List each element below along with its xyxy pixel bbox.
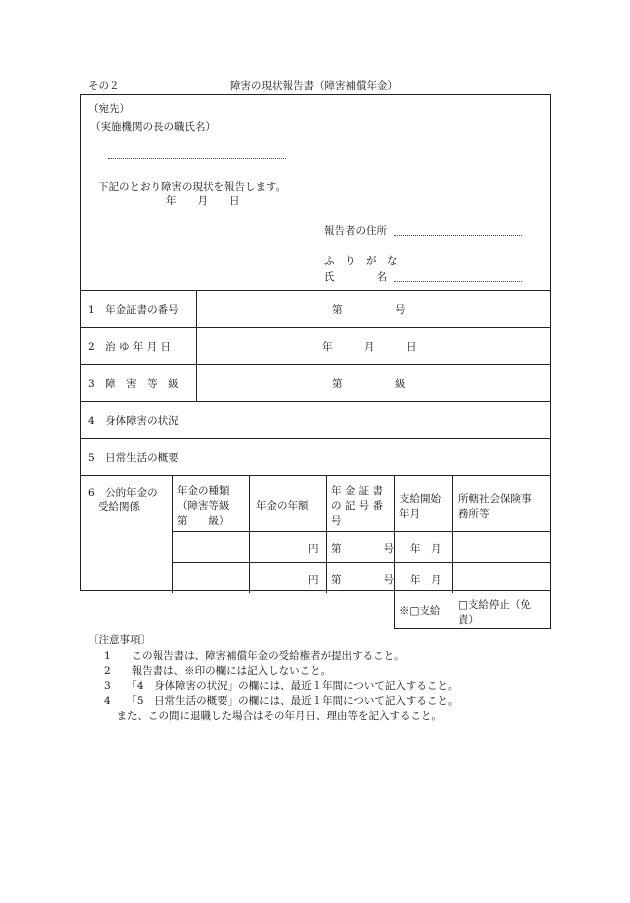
status-stop-checkbox-2: 責） (458, 614, 479, 626)
note-item: 4 「5 日常生活の概要」の欄には、最近１年間について記入すること。 (104, 695, 459, 707)
pension-cert-number[interactable]: 第 号 (331, 574, 394, 586)
row-label-physical-condition: 4 身体障害の状況 (88, 415, 179, 427)
disability-grade-value[interactable]: 第 級 (332, 378, 406, 390)
pension-header-cert: 年 金 証 書 (331, 485, 384, 497)
note-item: また、この間に退職した場合はその年月日、理由等を記入すること。 (106, 710, 442, 722)
reporter-address-field[interactable] (394, 235, 522, 236)
report-date: 年 月 日 (166, 195, 240, 207)
notes-heading: 〔注意事項〕 (88, 634, 151, 646)
status-box-bottom (394, 628, 551, 629)
pension-start-date[interactable]: 年 月 (410, 543, 442, 555)
pension-header-start: 支給開始 (399, 493, 441, 505)
pension-amount-unit[interactable]: 円 (308, 574, 319, 586)
pension-header-kind: 年金の種類 (177, 485, 230, 497)
pension-header-amount: 年金の年額 (256, 500, 309, 512)
pension-header-office-2: 務所等 (458, 508, 490, 520)
pension-col-divider (172, 475, 173, 593)
note-item: 1 この報告書は、障害補償年金の受給権者が提出すること。 (104, 650, 405, 662)
status-pay-checkbox[interactable]: ※□支給 (399, 605, 441, 617)
recipient-label: （宛先） (88, 103, 130, 115)
pension-amount-unit[interactable]: 円 (308, 543, 319, 555)
recipient-sublabel: （実施機関の長の職氏名） (90, 121, 216, 133)
pension-header-cert-2: の 記 号 番 (331, 500, 384, 512)
pension-row-divider (172, 531, 551, 532)
recipient-field[interactable] (108, 158, 286, 159)
name-field[interactable] (394, 281, 522, 282)
pension-section-label-2: 受給関係 (98, 501, 140, 513)
furigana-label: ふ り が な (324, 255, 398, 267)
row-label-disability-grade: 3 障 害 等 級 (88, 378, 179, 390)
row-divider (80, 364, 551, 365)
row-label-cert-number: 1 年金証書の番号 (88, 304, 179, 316)
pension-header-start-2: 年月 (399, 508, 420, 520)
pension-col-divider (394, 475, 395, 628)
form-number: その２ (88, 80, 120, 92)
pension-col-divider (326, 475, 327, 593)
name-label: 氏 名 (324, 271, 387, 283)
pension-header-office: 所轄社会保険事 (458, 493, 532, 505)
row-divider (80, 327, 551, 328)
reporter-address-label: 報告者の住所 (324, 225, 387, 237)
pension-header-kind-3: 第 級） (177, 515, 230, 527)
pension-col-divider (249, 475, 250, 593)
pension-row-divider (172, 562, 551, 563)
pension-header-cert-3: 号 (331, 515, 342, 527)
note-item: 2 報告書は、※印の欄には記入しないこと。 (104, 665, 332, 677)
row-divider (80, 475, 551, 476)
pension-cert-number[interactable]: 第 号 (331, 543, 394, 555)
pension-start-date[interactable]: 年 月 (410, 574, 442, 586)
pension-col-divider (452, 475, 453, 593)
row-divider (80, 290, 551, 291)
status-box-right (550, 591, 551, 629)
row-divider (80, 401, 551, 402)
note-item: 3 「4 身体障害の状況」の欄には、最近１年間について記入すること。 (104, 680, 459, 692)
pension-section-label: 6 公的年金の (88, 487, 158, 499)
recovery-date-value[interactable]: 年 月 日 (322, 341, 417, 353)
page-title: 障害の現状報告書（障害補償年金） (230, 80, 398, 92)
cert-number-value[interactable]: 第 号 (332, 304, 406, 316)
status-stop-checkbox[interactable]: □支給停止（免 (458, 599, 531, 611)
row-label-recovery-date: 2 治 ゆ 年 月 日 (88, 341, 172, 353)
pension-header-kind-2: （障害等級 (177, 500, 230, 512)
row-label-daily-life: 5 日常生活の概要 (88, 452, 179, 464)
column-divider (196, 290, 197, 401)
report-statement: 下記のとおり障害の現状を報告します。 (98, 181, 287, 193)
row-divider (80, 438, 551, 439)
